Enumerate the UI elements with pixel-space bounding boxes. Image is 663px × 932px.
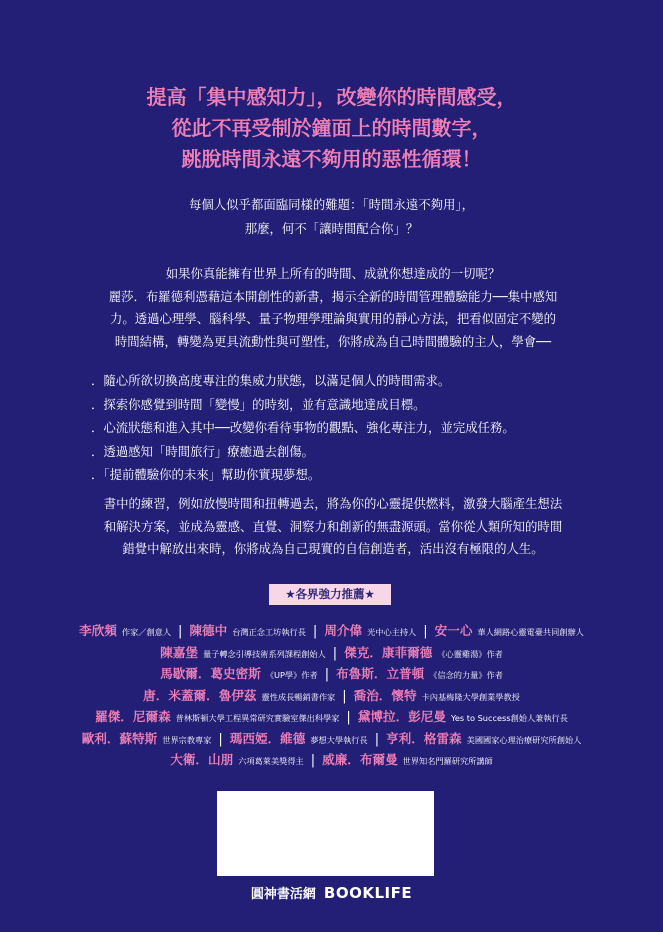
recommender-title: 《信念的力量》作者 xyxy=(429,670,503,680)
recommender-list xyxy=(20,620,643,771)
separator: | xyxy=(332,645,338,661)
recommender-name: 羅傑．尼爾森 xyxy=(95,709,171,724)
recommender-name: 大衛．山朋 xyxy=(170,752,234,767)
recommender-title: Yes to Success創始人兼執行長 xyxy=(450,713,568,723)
paragraph-line: 力。透過心理學、腦科學、量子物理學理論與實用的靜心方法，把看似固定不變的 xyxy=(109,311,557,326)
separator: | xyxy=(218,731,223,747)
recommender-name: 周介偉 xyxy=(324,623,363,638)
separator: | xyxy=(312,624,318,639)
headline-line: 從此不再受制於鐘面上的時間數字， xyxy=(171,116,492,140)
separator: | xyxy=(178,624,183,639)
recommender-line xyxy=(20,642,643,664)
recommender-line xyxy=(20,663,643,685)
headline-line: 跳脫時間永遠不夠用的惡性循環！ xyxy=(181,147,482,171)
headline-line: 提高「集中感知力」，改變你的時間感受， xyxy=(146,85,517,109)
recommender-name: 瑪西婭．維德 xyxy=(229,730,306,746)
intro-line: 那麼，何不「讓時間配合你」？ xyxy=(244,221,419,236)
publisher-footer xyxy=(0,883,663,902)
recommender-name: 黛博拉．彭尼曼 xyxy=(357,709,446,724)
recommender-name: 馬歇爾．葛史密斯 xyxy=(160,666,261,681)
recommendation-badge: ★各界強力推薦★ xyxy=(269,584,391,605)
benefit-item: ．「提前體驗你的未來」幫助你實現夢想。 xyxy=(91,467,321,482)
separator: | xyxy=(346,710,351,725)
recommender-title: 光中心主持人 xyxy=(367,627,417,637)
recommender-line xyxy=(20,706,643,728)
recommender-title: 世界宗教專家 xyxy=(162,734,212,745)
intro-line: 每個人似乎都面臨同樣的難題：「時間永遠不夠用」， xyxy=(189,197,474,212)
recommender-name: 亨利．格雷森 xyxy=(386,730,462,746)
recommender-line xyxy=(20,749,643,771)
recommender-name: 陳嘉堡 xyxy=(160,644,198,660)
description-paragraph-2 xyxy=(83,493,583,561)
recommender-name: 陳德中 xyxy=(189,623,228,638)
benefit-item: ．心流狀態和進入其中──改變你看待事物的觀點、強化專注力，並完成任務。 xyxy=(91,420,515,435)
headline xyxy=(0,82,663,175)
recommender-title: 量子轉念引導技術系列課程創始人 xyxy=(202,648,326,659)
recommender-title: 世界知名門羅研究所講師 xyxy=(402,756,493,766)
publisher-name: 圓神書活網 xyxy=(250,887,316,902)
separator: | xyxy=(423,624,428,639)
separator: | xyxy=(374,731,380,747)
intro-text xyxy=(0,193,663,241)
recommender-title: 台灣正念工坊執行長 xyxy=(232,627,306,637)
paragraph-line: 錯覺中解放出來時，你將成為自己現實的自信創造者，活出沒有極限的人生。 xyxy=(122,541,544,556)
recommender-line xyxy=(20,620,643,642)
recommender-title: 華人網路心靈電臺共同創辦人 xyxy=(477,627,584,637)
recommender-title: 普林斯頓大學工程異常研究實驗室傑出科學家 xyxy=(175,713,340,723)
recommender-name: 威廉．布爾曼 xyxy=(322,752,398,767)
recommender-title: 《心靈雞湯》作者 xyxy=(437,648,503,659)
recommender-name: 唐．米蓋爾．魯伊茲 xyxy=(143,687,257,703)
recommender-line xyxy=(20,728,643,750)
recommender-title: 卡內基梅隆大學創業學教授 xyxy=(421,691,520,702)
recommender-title: 六項葛萊美獎得主 xyxy=(238,756,304,766)
brand-logo: BOOKLIFE xyxy=(323,884,413,902)
paragraph-line: 麗莎．布羅德利憑藉這本開創性的新書，揭示全新的時間管理體驗能力──集中感知 xyxy=(108,288,558,304)
separator: | xyxy=(342,688,347,704)
benefit-item: ．透過感知「時間旅行」療癒過去創傷。 xyxy=(91,443,315,459)
recommender-title: 作家／創意人 xyxy=(121,627,172,637)
paragraph-line: 如果你真能擁有世界上所有的時間、成就你想達成的一切呢？ xyxy=(165,266,501,281)
benefit-item: ．探索你感覺到時間「變慢」的時刻，並有意識地達成目標。 xyxy=(91,396,426,412)
paragraph-line: 和解決方案，並成為靈感、直覺、洞察力和創新的無盡源頭。當你從人類所知的時間 xyxy=(103,518,563,534)
recommender-line xyxy=(20,685,643,707)
paragraph-line: 書中的練習，例如放慢時間和扭轉過去，將為你的心靈提供燃料，激發大腦產生想法 xyxy=(103,496,563,511)
benefit-item: ．隨心所欲切換高度專注的集威力狀態，以滿足個人的時間需求。 xyxy=(91,373,451,388)
recommender-name: 布魯斯．立普頓 xyxy=(336,666,425,681)
recommender-title: 美國國家心理治療研究所創始人 xyxy=(466,734,582,745)
recommender-name: 歐利．蘇特斯 xyxy=(81,730,158,746)
benefit-list xyxy=(91,369,591,487)
separator: | xyxy=(324,667,330,682)
recommender-name: 安一心 xyxy=(434,623,473,638)
description-paragraph-1 xyxy=(83,263,583,353)
recommender-title: 夢想大學執行長 xyxy=(310,734,368,745)
recommender-name: 李欣頻 xyxy=(79,623,117,638)
barcode-area xyxy=(217,791,434,876)
recommender-title: 靈性成長暢銷書作家 xyxy=(261,691,336,702)
separator: | xyxy=(310,753,316,768)
paragraph-line: 時間結構，轉變為更具流動性與可塑性，你將成為自己時間體驗的主人，學會── xyxy=(114,333,552,349)
recommender-title: 《UP學》作者 xyxy=(265,670,318,680)
recommender-name: 喬治．懷特 xyxy=(353,687,417,703)
recommender-name: 傑克．康菲爾德 xyxy=(344,644,433,660)
